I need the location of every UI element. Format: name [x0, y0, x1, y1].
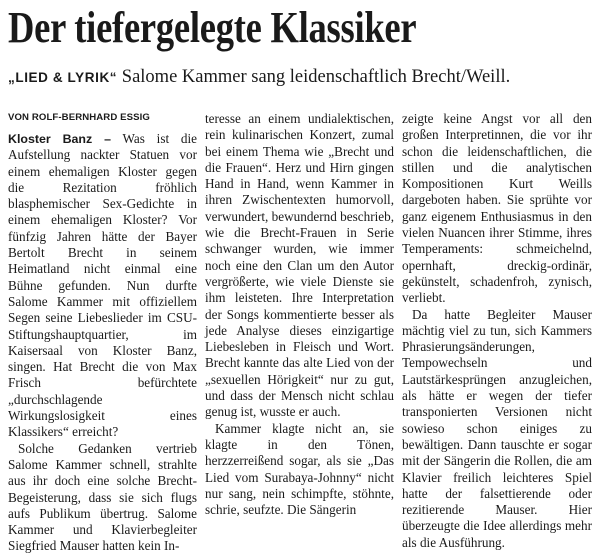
paragraph — [8, 131, 197, 441]
column-2 — [205, 111, 394, 518]
column-3 — [402, 111, 592, 551]
paragraph: Kammer klagte nicht an, sie klagte in den Tönen, herzzerreißend sogar, als sie „Das Lied vom Surabaya-Johnny“ nicht nur sang, nein schimpfte, stöhnte, schrie, seufzte. Die Sängerin — [205, 420, 394, 518]
paragraph: Solche Gedanken vertrieb Salome Kammer schnell, strahlte aus ihr doch eine solche Brecht-Begeisterung, dass sie sich flugs aufs Publikum übertrug. Salome Kammer und Klavierbegleiter Siegfried Mauser hatten kein In- — [8, 440, 197, 554]
byline: VON ROLF-BERNHARD ESSIG — [8, 112, 150, 123]
column-1 — [8, 131, 197, 555]
paragraph-text: Was ist die Aufstellung nackter Statuen vor einem ehemaligen Kloster gegen die Rezitation fröhlich blasphemischer Sex-Gedichte in einem ehemaligen Kloster? Vor fünfzig Jahren hätte der Bayer Bertolt Brecht in seinem Heimatland nicht einmal eine Bühne gefunden. Nun durfte Salome Kammer mit offiziellem Segen seine Liebeslieder im CSU-Stiftungshauptquartier, im Kaisersaal von Kloster Banz, singen. Hat Brecht die von Max Frisch befürchtete „durchschlagende Wirkungslosigkeit eines Klassikers“ erreicht? — [8, 131, 197, 440]
paragraph: zeigte keine Angst vor all den großen Interpretinnen, die vor ihr schon die leidenschaftlichen, die stillen und die analytischen Kompositionen Kurt Weills dargeboten haben. Sie sprühte vor ganz eigenem Enthusiasmus in den vielen Nuancen ihrer Stimme, ihres Temperaments: schmeichelnd, opernhaft, dreckig-ordinär, gekünstelt, schadenfroh, zynisch, verliebt. — [402, 111, 592, 306]
kicker: „LIED & LYRIK“ — [8, 70, 118, 85]
headline: Der tiefergelegte Klassiker — [8, 3, 417, 52]
paragraph: Da hatte Begleiter Mauser mächtig viel zu tun, sich Kammers Phrasierungsänderungen, Tempowechseln und Lautstärkesprüngen anzugleichen, als hätte er wegen der tiefer transponierten Versionen nicht sowieso schon einiges zu bewältigen. Dann tauschte er sogar mit der Sängerin die Rollen, die am Klavier freilich leichteres Spiel hatte der falsettierende oder rezitierende Mauser. Hier überzeugte die Idee allerdings mehr als die Ausführung. — [402, 306, 592, 550]
paragraph: teresse an einem undialektischen, rein kulinarischen Konzert, zumal bei einem Thema wie „Brecht und die Frauen“. Herz und Hirn gingen Hand in Hand, wenn Kammer in ihren Zwischentexten humorvoll, verwundert, bewundernd beschrieb, wie die Brecht-Frauen in Serie schwanger wurden, wie immer noch eine den Clan um den Autor vergrößerte, wie viele Dienste sie ihm leisteten. Ihre Interpretation der Songs kommentierte besser als jede Analyse dieses einzigartige Liebesleben in Fleisch und Wort. Brecht kannte das alte Lied von der „sexuellen Hörigkeit“ nur zu gut, und dass der Mensch nicht schlau genug ist, wusste er auch. — [205, 111, 394, 420]
dateline: Kloster Banz – — [8, 132, 111, 146]
subheadline-line — [8, 66, 598, 89]
subheadline: Salome Kammer sang leidenschaftlich Brecht/Weill. — [121, 67, 511, 87]
